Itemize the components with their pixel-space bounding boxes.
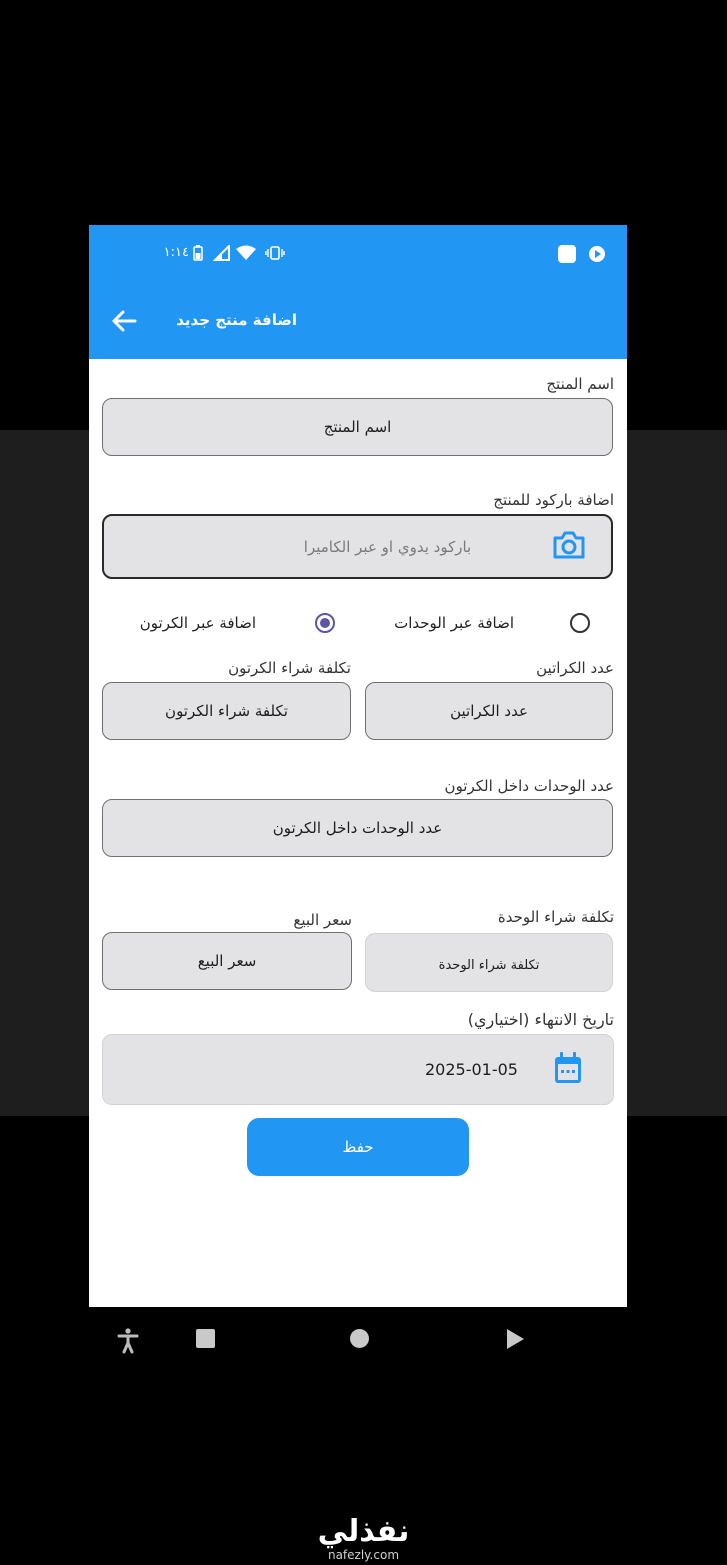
unit-cost-label: تكلفة شراء الوحدة — [497, 908, 614, 926]
home-circle-icon[interactable] — [350, 1329, 369, 1348]
page-title: اضافة منتج جديد — [176, 311, 297, 329]
back-arrow-icon[interactable] — [111, 309, 137, 333]
expiry-date-label: تاريخ الانتهاء (اختياري) — [467, 1010, 614, 1029]
sale-price-label: سعر البيع — [293, 911, 352, 929]
radio-carton-label: اضافة عبر الكرتون — [139, 614, 256, 632]
cartons-count-label: عدد الكراتين — [536, 659, 614, 677]
accessibility-icon[interactable] — [117, 1328, 139, 1354]
sale-price-text: سعر البيع — [197, 952, 257, 970]
cartons-count-text: عدد الكراتين — [450, 702, 528, 720]
product-name-input[interactable] — [102, 398, 613, 456]
expiry-date-text: 2025-01-05 — [425, 1060, 518, 1079]
unit-cost-input[interactable] — [365, 933, 613, 992]
sale-price-input[interactable] — [102, 932, 352, 990]
units-per-carton-label: عدد الوحدات داخل الكرتون — [444, 777, 614, 795]
battery-icon — [193, 245, 203, 261]
expiry-date-input[interactable] — [102, 1034, 614, 1105]
barcode-input[interactable] — [102, 514, 613, 579]
carton-cost-label: تكلفة شراء الكرتون — [228, 659, 351, 677]
carton-cost-text: تكلفة شراء الكرتون — [165, 702, 288, 720]
radio-units-label: اضافة عبر الوحدات — [394, 614, 514, 632]
app-bar — [89, 283, 627, 359]
barcode-placeholder: باركود يدوي او عبر الكاميرا — [303, 537, 472, 556]
calendar-icon[interactable] — [553, 1052, 583, 1085]
camera-icon[interactable] — [552, 530, 586, 560]
recents-square-icon[interactable] — [196, 1329, 215, 1348]
watermark-logo: نفذلي — [317, 1514, 410, 1549]
vibrate-icon — [265, 245, 285, 261]
units-per-carton-text: عدد الوحدات داخل الكرتون — [272, 819, 443, 837]
carton-cost-input[interactable] — [102, 682, 351, 740]
phone-screen — [89, 225, 627, 1307]
units-per-carton-input[interactable] — [102, 799, 613, 857]
watermark-site: nafezly.com — [327, 1548, 400, 1562]
cell-signal-icon — [213, 245, 231, 261]
unit-cost-text: تكلفة شراء الوحدة — [438, 958, 540, 973]
wifi-icon — [236, 245, 256, 261]
radio-units[interactable] — [570, 613, 590, 633]
save-button-label: حفظ — [342, 1138, 374, 1156]
play-circle-icon — [588, 245, 606, 263]
save-button[interactable] — [247, 1118, 469, 1176]
status-bar — [89, 225, 627, 283]
product-name-label: اسم المنتج — [546, 375, 614, 393]
barcode-label: اضافة باركود للمنتج — [493, 491, 614, 509]
back-triangle-icon[interactable] — [505, 1328, 525, 1350]
product-name-text: اسم المنتج — [323, 418, 392, 436]
status-time: ١:١٤ — [163, 245, 189, 260]
radio-carton[interactable] — [315, 613, 335, 633]
app-square-icon — [557, 244, 577, 264]
cartons-count-input[interactable] — [365, 682, 613, 740]
